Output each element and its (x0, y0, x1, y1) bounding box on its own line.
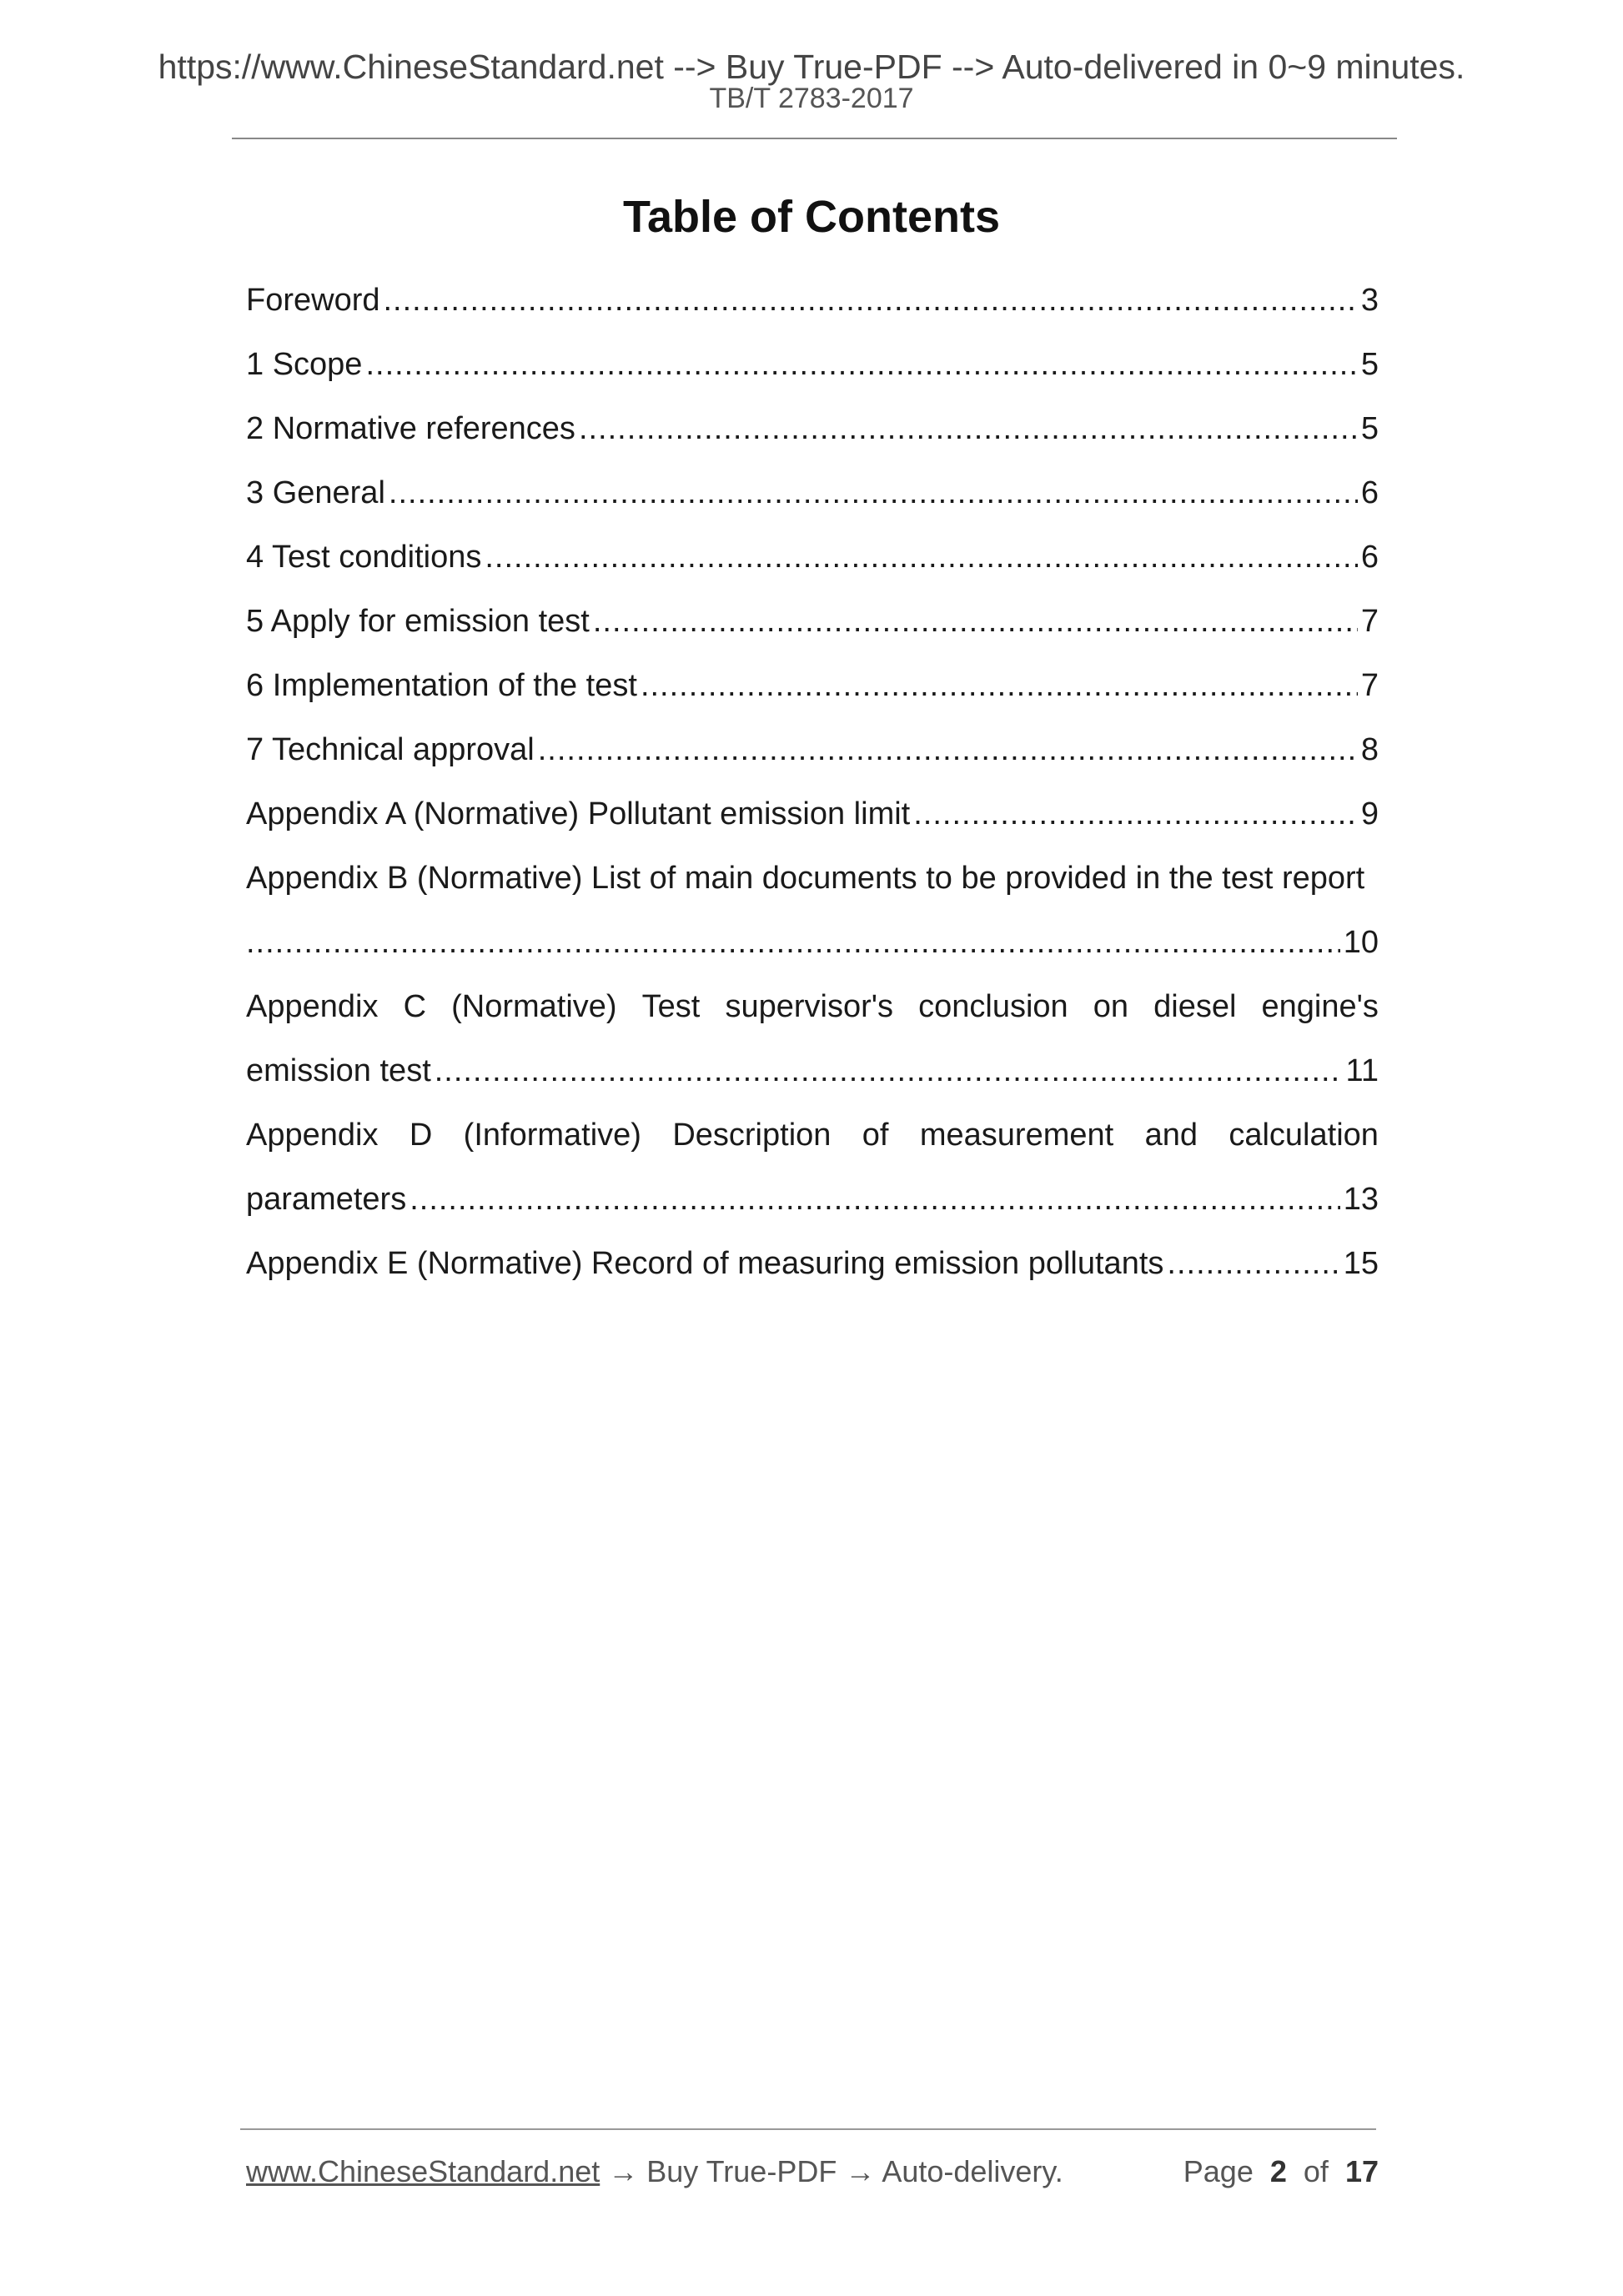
toc-dot-leader (593, 590, 1358, 654)
toc-entry-title: 1 Scope (246, 347, 363, 382)
page-current: 2 (1269, 2154, 1287, 2188)
toc-title-word: Test (641, 989, 701, 1024)
toc-dot-leader (579, 397, 1358, 461)
toc-title-word: engine's (1261, 989, 1379, 1024)
page-indicator (1183, 2153, 1379, 2190)
toc-entry-general[interactable] (246, 461, 1379, 525)
toc-entry-title: 6 Implementation of the test (246, 668, 637, 703)
toc-title-word: conclusion (918, 989, 1068, 1024)
toc-title-word: and (1144, 1118, 1198, 1153)
toc-dot-leader (410, 1168, 1340, 1232)
toc-entry-implementation-of-test[interactable] (246, 654, 1379, 718)
toc-page-number: 7 (1360, 668, 1379, 703)
page-of-label: of (1303, 2154, 1329, 2188)
toc-entry-title: Appendix A (Normative) Pollutant emission limit (246, 796, 911, 831)
footer-site-link[interactable]: www.ChineseStandard.net (246, 2154, 600, 2188)
toc-page-number: 11 (1345, 1053, 1379, 1088)
toc-title-word: diesel (1153, 989, 1237, 1024)
toc-entry-title-line2: emission test (246, 1053, 431, 1088)
toc-dot-leader (246, 911, 1340, 975)
footer-left (246, 2153, 1063, 2190)
toc-title-word: on (1093, 989, 1129, 1024)
toc-dot-leader (641, 654, 1358, 718)
header-divider (232, 138, 1397, 139)
toc-entry-technical-approval[interactable] (246, 718, 1379, 782)
toc-page-number: 10 (1343, 925, 1379, 960)
standard-number: TB/T 2783-2017 (709, 83, 914, 114)
toc-title-word: of (862, 1118, 889, 1153)
toc-page-number: 7 (1360, 604, 1379, 639)
toc-entry-title-line2: parameters (246, 1182, 407, 1217)
toc-title-word: C (403, 989, 427, 1024)
toc-entry-appendix-b[interactable] (246, 847, 1379, 975)
toc-dot-leader (1167, 1232, 1339, 1296)
toc-dot-leader (538, 718, 1358, 782)
toc-dot-leader (389, 461, 1358, 525)
toc-entry-title: 4 Test conditions (246, 540, 482, 575)
toc-entry-title: 7 Technical approval (246, 732, 535, 767)
toc-entry-scope[interactable] (246, 333, 1379, 397)
toc-page-number: 3 (1360, 283, 1379, 318)
toc-entry-foreword[interactable] (246, 269, 1379, 333)
toc-title-word: (Informative) (463, 1118, 641, 1153)
toc-page-number: 15 (1343, 1246, 1379, 1281)
toc-entry-title: 3 General (246, 475, 385, 510)
page-label: Page (1183, 2154, 1254, 2188)
toc-title-word: measurement (919, 1118, 1114, 1153)
footer-divider (240, 2128, 1376, 2130)
toc-page-number: 13 (1343, 1182, 1379, 1217)
toc-entry-title: 5 Apply for emission test (246, 604, 590, 639)
toc-page-number: 8 (1360, 732, 1379, 767)
toc-entry-normative-references[interactable] (246, 397, 1379, 461)
toc-title-word: D (409, 1118, 433, 1153)
toc-page-number: 9 (1360, 796, 1379, 831)
toc-title-word: calculation (1229, 1118, 1379, 1153)
toc-entry-title: Appendix E (Normative) Record of measuring emission pollutants (246, 1246, 1164, 1281)
toc-dot-leader (365, 333, 1357, 397)
toc-entry-title: Appendix B (Normative) List of main documents to be provided in the test report (246, 861, 1365, 896)
toc-entry-apply-for-emission-test[interactable] (246, 590, 1379, 654)
toc-title: Table of Contents (623, 192, 1000, 242)
toc-page-number: 6 (1360, 475, 1379, 510)
toc-title-word: Appendix (246, 1118, 379, 1153)
toc-dot-leader (384, 269, 1358, 333)
footer (246, 2153, 1379, 2190)
toc-entry-appendix-d[interactable] (246, 1103, 1379, 1232)
table-of-contents (246, 269, 1379, 1296)
toc-entry-title-line1 (246, 1103, 1379, 1168)
toc-title-word: (Normative) (451, 989, 617, 1024)
footer-tagline: → Buy True-PDF → Auto-delivery. (600, 2154, 1063, 2188)
toc-page-number: 5 (1360, 347, 1379, 382)
page-total: 17 (1344, 2154, 1379, 2188)
header-banner: https://www.ChineseStandard.net --> Buy True-PDF --> Auto-delivered in 0~9 minutes. (158, 48, 1465, 86)
toc-entry-test-conditions[interactable] (246, 525, 1379, 590)
toc-dot-leader (485, 525, 1357, 590)
toc-page-number: 5 (1360, 411, 1379, 446)
toc-entry-appendix-c[interactable] (246, 975, 1379, 1103)
toc-entry-appendix-a[interactable] (246, 782, 1379, 847)
toc-entry-appendix-e[interactable] (246, 1232, 1379, 1296)
toc-dot-leader (435, 1039, 1343, 1103)
toc-entry-title: Foreword (246, 283, 380, 318)
toc-entry-title: 2 Normative references (246, 411, 575, 446)
toc-title-word: supervisor's (725, 989, 894, 1024)
toc-entry-title-line1 (246, 975, 1379, 1039)
toc-title-word: Description (672, 1118, 832, 1153)
toc-dot-leader (913, 782, 1358, 847)
toc-title-word: Appendix (246, 989, 379, 1024)
toc-page-number: 6 (1360, 540, 1379, 575)
